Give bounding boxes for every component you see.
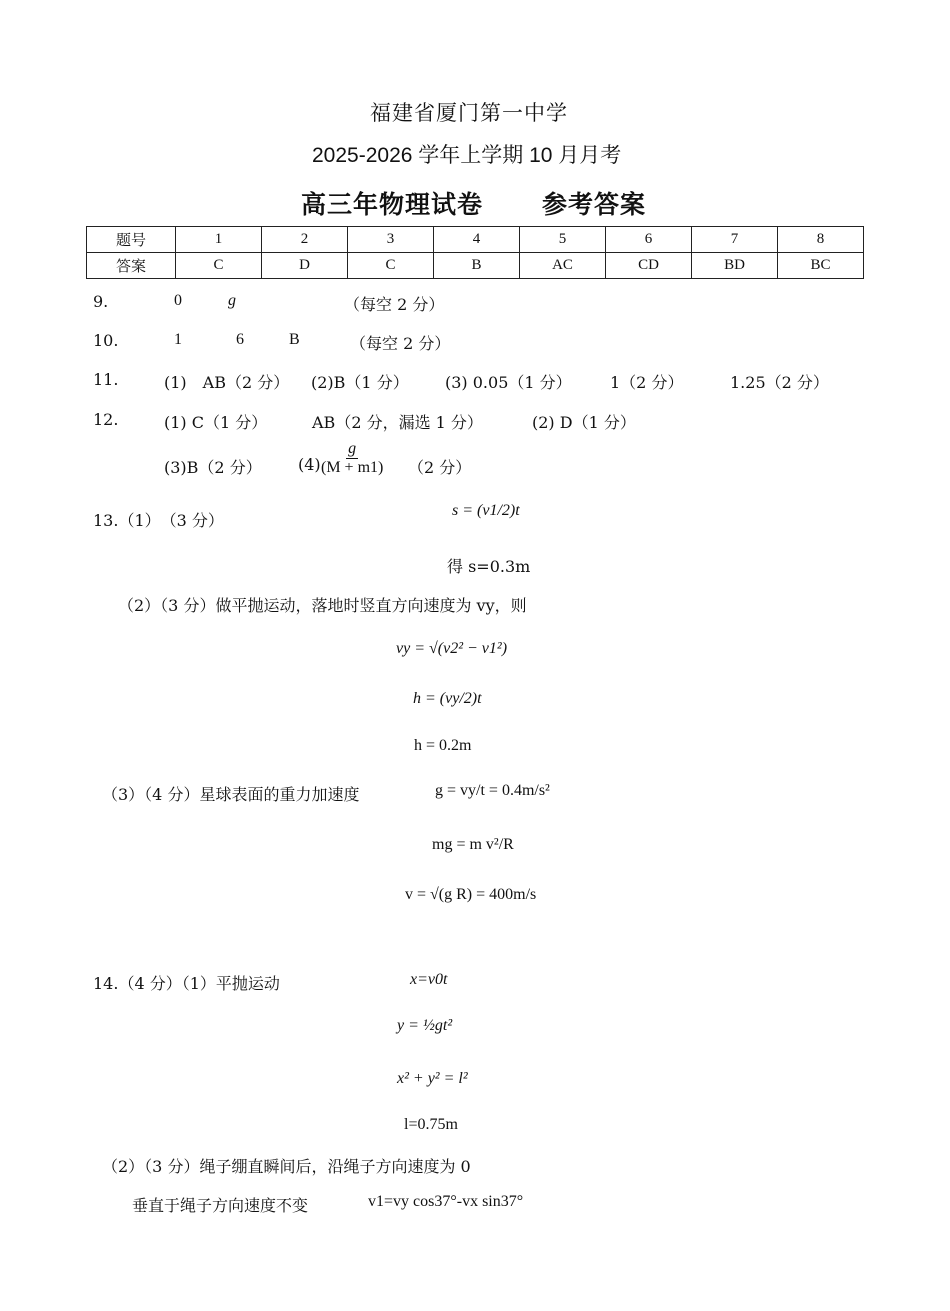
q13-equation-3: h = (vy/2)t <box>413 690 482 707</box>
question-number: 2 <box>262 227 348 253</box>
q12-part-4: (3)B（2 分） <box>164 458 262 477</box>
q13-equation-4: h = 0.2m <box>414 737 472 754</box>
q13-equation-2: vy = √(v2² − v1²) <box>396 640 508 657</box>
q14-part-2-line-2: 垂直于绳子方向速度不变 <box>132 1196 309 1215</box>
q10-answer-3: B <box>289 331 300 348</box>
q14-part-1-intro: 14.（4 分）（1）平抛运动 <box>93 974 280 993</box>
q13-part-3-intro: （3）（4 分）星球表面的重力加速度 <box>102 785 360 804</box>
question-number: 3 <box>348 227 434 253</box>
answer-cell: AC <box>520 253 606 279</box>
q11-part-2: (2)B（1 分） <box>311 373 409 392</box>
table-row <box>87 253 864 279</box>
fraction-denominator: (M + m1) <box>321 459 384 476</box>
paper-title: 高三年物理试卷 <box>301 190 484 219</box>
q10-answer-1: 1 <box>174 331 182 348</box>
q14-equation-1: x=v0t <box>410 971 448 988</box>
answer-cell: BC <box>778 253 864 279</box>
q13-equation-7: v = √(g R) = 400m/s <box>405 886 537 903</box>
q14-equation-2: y = ½gt² <box>397 1017 453 1034</box>
answer-cell: D <box>262 253 348 279</box>
q9-score-note: （每空 2 分） <box>344 295 445 314</box>
q12-part-5-score: （2 分） <box>408 458 472 477</box>
answer-table <box>86 226 864 279</box>
q14-result-1: l=0.75m <box>404 1116 458 1133</box>
q14-part-2-intro: （2）（3 分）绳子绷直瞬间后，沿绳子方向速度为 0 <box>102 1157 471 1176</box>
q13-equation-6: mg = m v²/R <box>432 836 514 853</box>
answer-cell: C <box>348 253 434 279</box>
q13-part-2-intro: （2）（3 分）做平抛运动，落地时竖直方向速度为 vy，则 <box>118 596 527 615</box>
q13-result-1: 得 s=0.3m <box>447 557 531 576</box>
q9-answer-2: g <box>228 292 236 309</box>
q12-part-5-prefix: (4) <box>298 455 321 474</box>
school-name: 福建省厦门第一中学 <box>370 101 568 125</box>
question-number: 7 <box>692 227 778 253</box>
question-number: 1 <box>176 227 262 253</box>
q9-answer-1: 0 <box>174 292 182 309</box>
fraction-numerator: g <box>348 440 357 457</box>
answer-cell: CD <box>606 253 692 279</box>
q12-part-5-fraction <box>319 440 385 477</box>
q11-part-3: (3) 0.05（1 分） <box>445 373 572 392</box>
q12-part-1: (1) C（1 分） <box>164 413 268 432</box>
q13-equation-5: g = vy/t = 0.4m/s² <box>435 782 550 799</box>
q11-number: 11. <box>93 370 119 389</box>
question-number: 8 <box>778 227 864 253</box>
q13-equation-1: s = (v1/2)t <box>452 502 520 519</box>
exam-term: 2025-2026 学年上学期 10 月月考 <box>312 144 622 167</box>
q12-number: 12. <box>93 410 119 429</box>
answer-cell: B <box>434 253 520 279</box>
q14-equation-3: x² + y² = l² <box>397 1070 468 1087</box>
q10-score-note: （每空 2 分） <box>350 334 451 353</box>
row-label-answer: 答案 <box>87 253 176 279</box>
q11-part-5: 1.25（2 分） <box>730 373 829 392</box>
answer-key-title: 参考答案 <box>542 190 647 219</box>
table-row <box>87 227 864 253</box>
row-label-question: 题号 <box>87 227 176 253</box>
answer-cell: C <box>176 253 262 279</box>
q9-number: 9. <box>93 292 109 311</box>
question-number: 5 <box>520 227 606 253</box>
q14-equation-4: v1=vy cos37°-vx sin37° <box>368 1193 524 1210</box>
q11-part-4: 1（2 分） <box>610 373 684 392</box>
q11-part-1: (1) AB（2 分） <box>164 373 290 392</box>
answer-cell: BD <box>692 253 778 279</box>
q13-part-1-label: 13.（1） （3 分） <box>93 511 224 530</box>
question-number: 4 <box>434 227 520 253</box>
q10-answer-2: 6 <box>236 331 244 348</box>
question-number: 6 <box>606 227 692 253</box>
q12-part-2: AB（2 分，漏选 1 分） <box>312 413 483 432</box>
q10-number: 10. <box>93 331 119 350</box>
q12-part-3: (2) D（1 分） <box>532 413 636 432</box>
